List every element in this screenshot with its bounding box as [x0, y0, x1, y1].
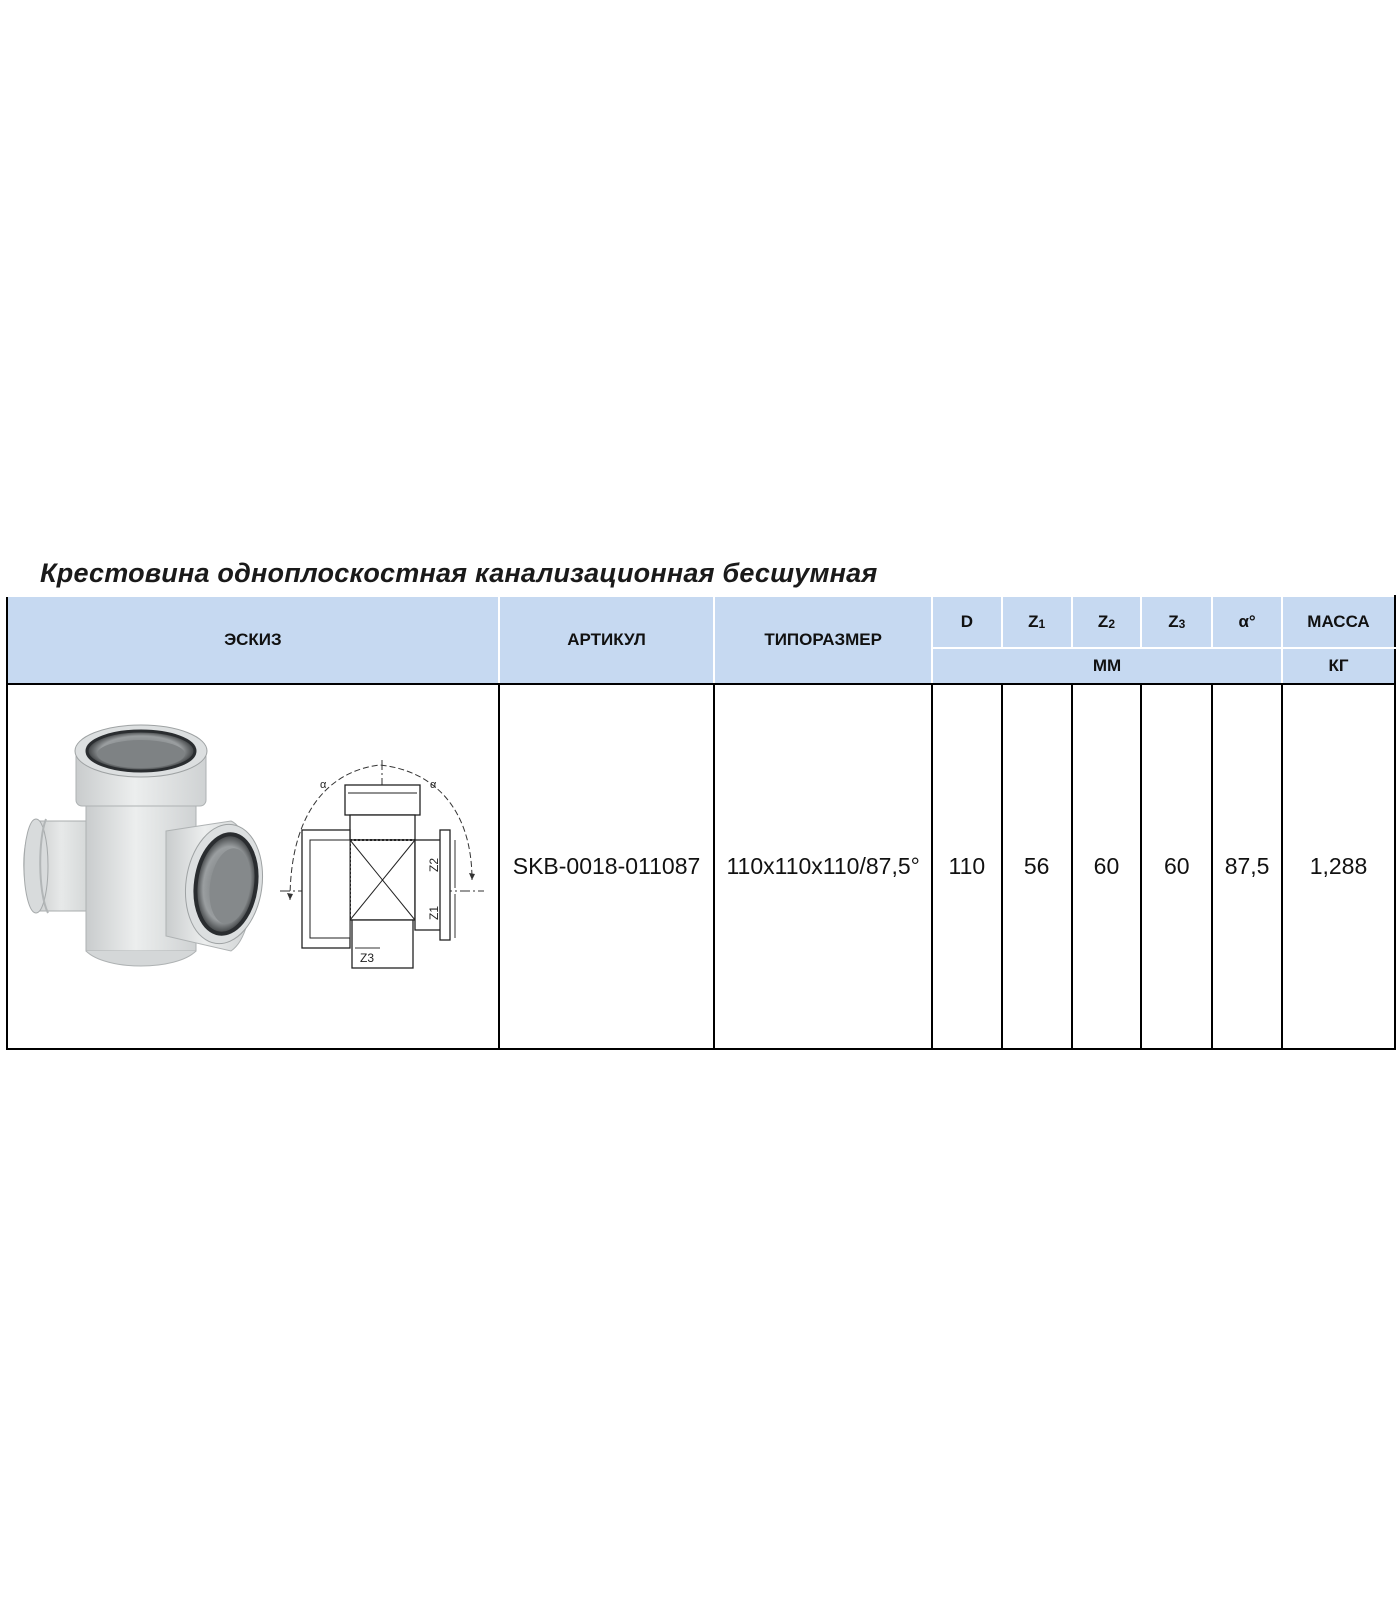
header-size: ТИПОРАЗМЕР — [714, 596, 932, 684]
cell-z1: 56 — [1002, 684, 1072, 1049]
header-z2 — [1072, 596, 1142, 648]
header-z3-letter: Z — [1168, 612, 1179, 631]
cell-mass: 1,288 — [1282, 684, 1395, 1049]
cell-z3: 60 — [1141, 684, 1212, 1049]
cell-z2: 60 — [1072, 684, 1142, 1049]
header-z2-letter: Z — [1097, 612, 1109, 631]
cell-alpha: 87,5 — [1212, 684, 1282, 1049]
cell-article: SKB-0018-011087 — [499, 684, 715, 1049]
header-sketch: ЭСКИЗ — [7, 596, 499, 684]
header-row — [7, 596, 1395, 648]
cell-d: 110 — [932, 684, 1002, 1049]
spec-table — [6, 595, 1396, 1050]
label-z1: Z1 — [427, 905, 441, 920]
header-mass: МАССА — [1282, 596, 1395, 648]
cell-size: 110x110x110/87,5° — [714, 684, 932, 1049]
label-alpha-left: α — [320, 779, 327, 791]
header-z1-index: 1 — [1038, 617, 1046, 631]
header-z3 — [1141, 596, 1212, 648]
header-z2-index: 2 — [1108, 617, 1115, 631]
technical-drawing — [280, 760, 485, 970]
label-z3: Z3 — [360, 951, 375, 965]
label-z2: Z2 — [427, 857, 441, 872]
unit-kg: КГ — [1282, 648, 1395, 684]
sketch-area — [8, 685, 496, 1048]
label-alpha-right: α — [430, 779, 437, 791]
header-z1-letter: Z — [1028, 612, 1039, 631]
table-row — [7, 684, 1395, 1049]
header-alpha: α° — [1212, 596, 1282, 648]
product-photo — [16, 721, 266, 986]
header-article: АРТИКУЛ — [499, 596, 715, 684]
unit-mm: ММ — [932, 648, 1282, 684]
sketch-cell — [7, 684, 499, 1049]
document-title: Крестовина одноплоскостная канализационная бесшумная — [40, 558, 878, 588]
header-d: D — [932, 596, 1002, 648]
header-z1 — [1002, 596, 1072, 648]
header-z3-index: 3 — [1178, 617, 1186, 631]
